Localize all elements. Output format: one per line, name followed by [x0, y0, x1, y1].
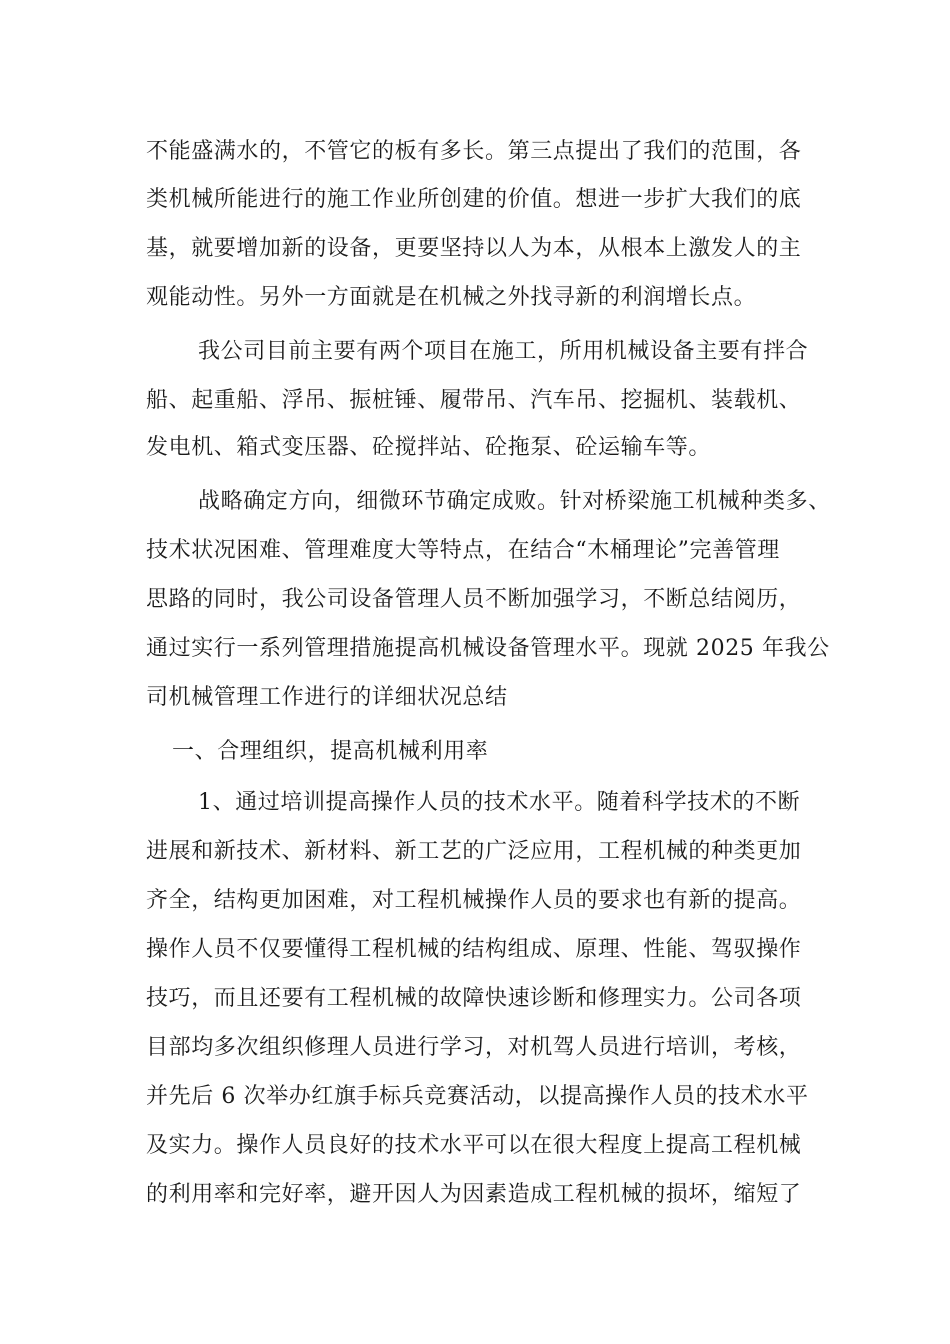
- text-line: 进展和新技术、新材料、新工艺的广泛应用，工程机械的种类更加: [146, 839, 802, 864]
- text-line: 发电机、箱式变压器、砼搅拌站、砼拖泵、砼运输车等。: [146, 435, 712, 460]
- text-line: 并先后 6 次举办红旗手标兵竞赛活动，以提高操作人员的技术水平: [146, 1084, 809, 1109]
- text-line: 司机械管理工作进行的详细状况总结: [146, 685, 508, 710]
- text-line: 观能动性。另外一方面就是在机械之外找寻新的利润增长点。: [146, 285, 757, 310]
- section-heading: 一、合理组织，提高机械利用率: [172, 739, 489, 764]
- text-line: 齐全，结构更加困难，对工程机械操作人员的要求也有新的提高。: [146, 888, 802, 913]
- text-line: 技巧，而且还要有工程机械的故障快速诊断和修理实力。公司各项: [146, 986, 802, 1011]
- text-line: 战略确定方向，细微环节确定成败。针对桥梁施工机械种类多、: [198, 489, 831, 514]
- text-line: 1、通过培训提高操作人员的技术水平。随着科学技术的不断: [198, 790, 801, 815]
- text-line: 及实力。操作人员良好的技术水平可以在很大程度上提高工程机械: [146, 1133, 802, 1158]
- text-line: 通过实行一系列管理措施提高机械设备管理水平。现就 2025 年我公: [146, 636, 830, 661]
- text-line: 目部均多次组织修理人员进行学习，对机驾人员进行培训，考核，: [146, 1035, 802, 1060]
- text-line: 类机械所能进行的施工作业所创建的价值。想进一步扩大我们的底: [146, 187, 802, 212]
- text-line: 技术状况困难、管理难度大等特点，在结合“木桶理论”完善管理: [146, 538, 780, 563]
- text-line: 船、起重船、浮吊、振桩锤、履带吊、汽车吊、挖掘机、装载机、: [146, 388, 802, 413]
- text-line: 我公司目前主要有两个项目在施工，所用机械设备主要有拌合: [198, 339, 809, 364]
- text-line: 操作人员不仅要懂得工程机械的结构组成、原理、性能、驾驭操作: [146, 937, 802, 962]
- text-line: 思路的同时，我公司设备管理人员不断加强学习，不断总结阅历，: [146, 587, 802, 612]
- text-line: 基，就要增加新的设备，更要坚持以人为本，从根本上激发人的主: [146, 236, 802, 261]
- text-line: 不能盛满水的，不管它的板有多长。第三点提出了我们的范围，各: [146, 139, 802, 164]
- text-line: 的利用率和完好率，避开因人为因素造成工程机械的损坏，缩短了: [146, 1182, 802, 1207]
